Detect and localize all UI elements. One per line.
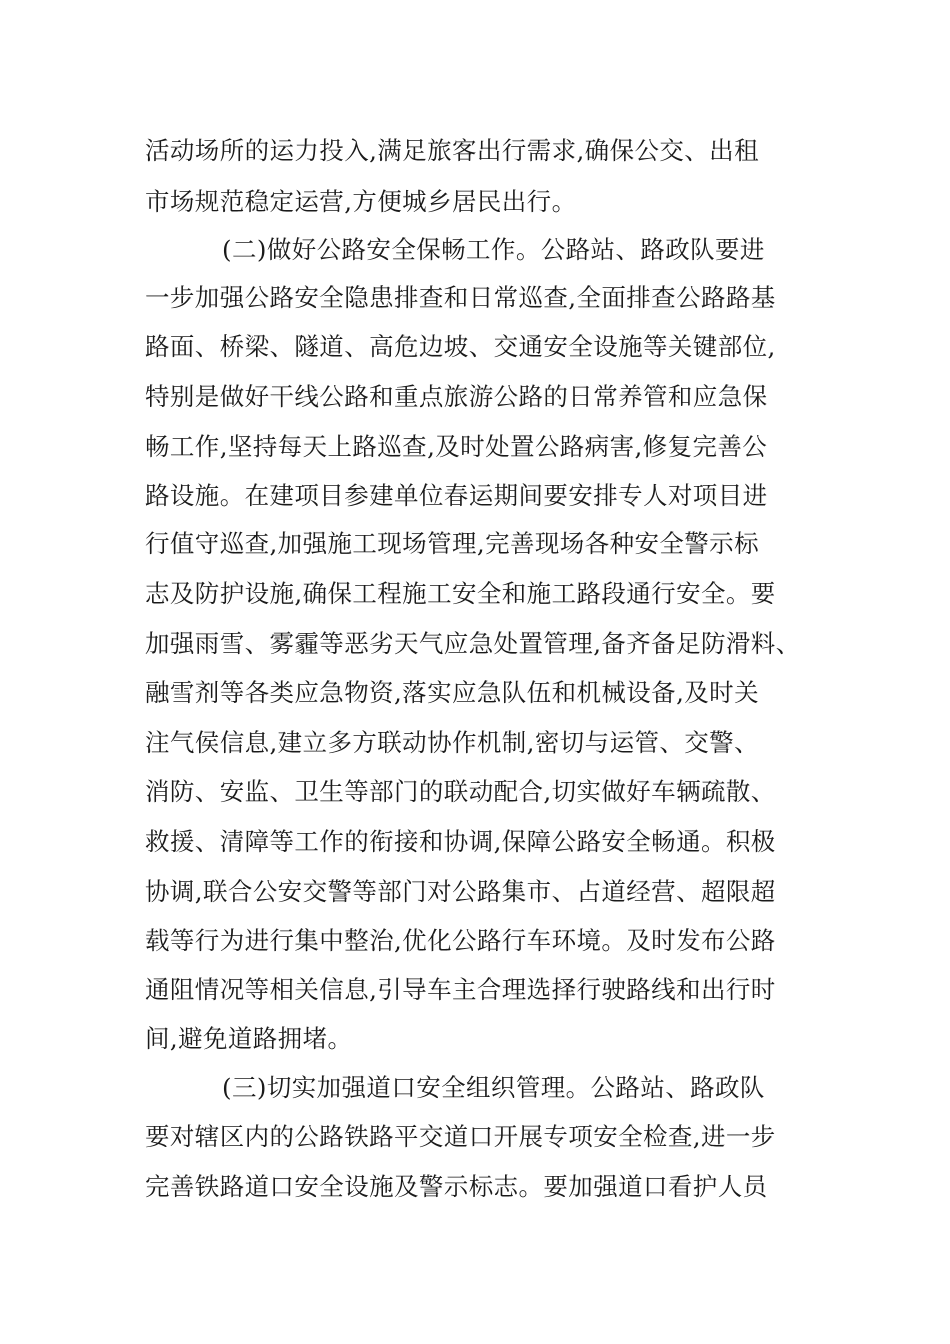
text-line: 一步加强公路安全隐患排查和日常巡查,全面排查公路路基 [145, 283, 776, 312]
text-line: 通阻情况等相关信息,引导车主合理选择行驶路线和出行时 [145, 975, 776, 1004]
text-line: 路设施。在建项目参建单位春运期间要安排专人对项目进 [145, 481, 768, 510]
text-line: 融雪剂等各类应急物资,落实应急队伍和机械设备,及时关 [145, 678, 759, 707]
text-line: 载等行为进行集中整治,优化公路行车环境。及时发布公路 [145, 926, 776, 955]
text-line: 志及防护设施,确保工程施工安全和施工路段通行安全。要 [145, 579, 776, 608]
text-line: 行值守巡查,加强施工现场管理,完善现场各种安全警示标 [145, 529, 759, 558]
text-line: 加强雨雪、雾霾等恶劣天气应急处置管理,备齐备足防滑料、 [145, 629, 801, 658]
paragraph-heading: (二)做好公路安全保畅工作。公路站、路政队要进 [222, 235, 765, 264]
text-line: 畅工作,坚持每天上路巡查,及时处置公路病害,修复完善公 [145, 432, 768, 461]
text-line: 协调,联合公安交警等部门对公路集市、占道经营、超限超 [145, 877, 776, 906]
text-line: 特别是做好干线公路和重点旅游公路的日常养管和应急保 [145, 382, 768, 411]
text-line: 注气侯信息,建立多方联动协作机制,密切与运管、交警、 [145, 728, 759, 757]
text-line: 救援、清障等工作的衔接和协调,保障公路安全畅通。积极 [145, 827, 776, 856]
text-line: 路面、桥梁、隧道、高危边坡、交通安全设施等关键部位, [145, 332, 776, 361]
text-line: 间,避免道路拥堵。 [145, 1024, 353, 1053]
text-line: 完善铁路道口安全设施及警示标志。要加强道口看护人员 [145, 1172, 768, 1201]
paragraph-heading: (三)切实加强道口安全组织管理。公路站、路政队 [222, 1073, 765, 1102]
text-line: 要对辖区内的公路铁路平交道口开展专项安全检查,进一步 [145, 1122, 776, 1151]
text-line: 市场规范稳定运营,方便城乡居民出行。 [145, 187, 577, 216]
text-line: 消防、安监、卫生等部门的联动配合,切实做好车辆疏散、 [145, 777, 776, 806]
text-line: 活动场所的运力投入,满足旅客出行需求,确保公交、出租 [145, 136, 759, 165]
